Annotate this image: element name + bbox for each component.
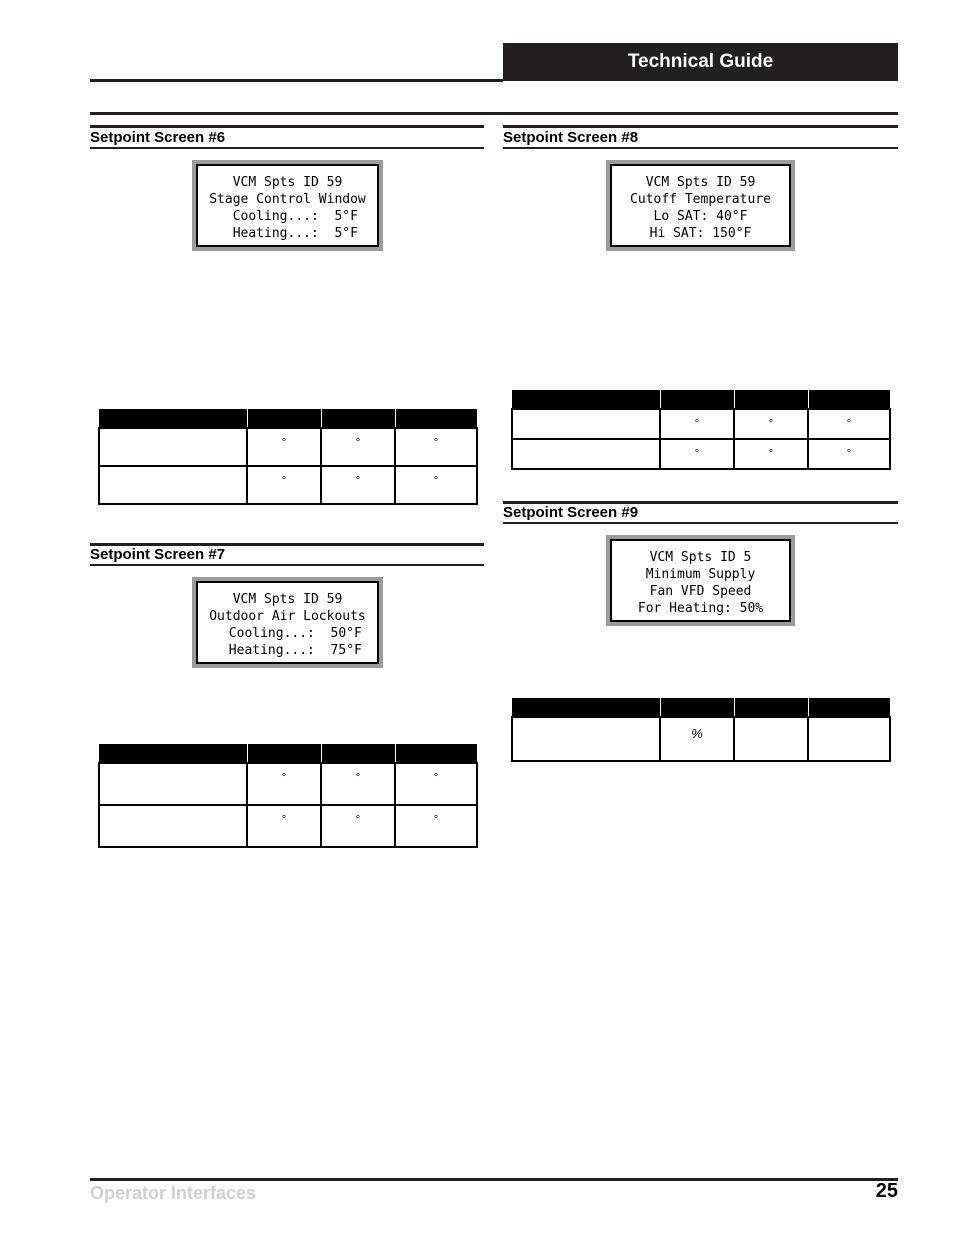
section-rule	[503, 125, 898, 128]
lcd-display-7	[192, 577, 383, 668]
table-cell	[512, 717, 660, 761]
section-rule	[90, 147, 484, 149]
lcd-line: Cooling...: 50°F	[213, 626, 362, 641]
lcd-line: Heating...: 5°F	[217, 226, 358, 241]
lcd-line: VCM Spts ID 59	[232, 175, 343, 190]
guide-title: Technical Guide	[503, 43, 898, 81]
table-row	[512, 717, 890, 761]
setpoint-table-7	[98, 744, 478, 848]
table-cell: °	[321, 466, 395, 504]
footer-rule	[90, 1178, 898, 1181]
lcd-screen	[610, 539, 791, 622]
top-rule	[90, 112, 898, 115]
table-cell: °	[808, 409, 890, 439]
table-cell: °	[247, 428, 321, 466]
lcd-line: Lo SAT: 40°F	[653, 209, 748, 224]
table-cell	[808, 717, 890, 761]
table-cell: %	[660, 717, 734, 761]
table-row	[99, 466, 477, 504]
lcd-display-9	[606, 535, 795, 626]
table-cell: °	[395, 805, 477, 847]
lcd-screen	[196, 164, 379, 247]
table-cell: °	[734, 409, 808, 439]
lcd-display-8	[606, 160, 795, 251]
table-cell: °	[660, 439, 734, 469]
table-cell	[99, 805, 247, 847]
table-cell: °	[247, 763, 321, 805]
section-rule	[503, 522, 898, 524]
table-cell: °	[395, 466, 477, 504]
lcd-screen	[196, 581, 379, 664]
header-rule	[90, 79, 503, 82]
table-cell: °	[247, 805, 321, 847]
lcd-line: Cooling...: 5°F	[217, 209, 358, 224]
section-rule	[503, 147, 898, 149]
table-cell	[99, 428, 247, 466]
page-number: 25	[875, 1180, 898, 1202]
section-title-6: Setpoint Screen #6	[90, 129, 226, 146]
table-header-row	[512, 390, 890, 409]
table-header-row	[99, 409, 477, 428]
lcd-line: For Heating: 50%	[637, 601, 764, 616]
lcd-line: VCM Spts ID 5	[649, 550, 752, 565]
footer-section-name: Operator Interfaces	[90, 1183, 257, 1203]
setpoint-table-6	[98, 409, 478, 505]
table-cell: °	[395, 763, 477, 805]
lcd-line: Minimum Supply	[645, 567, 756, 582]
lcd-screen	[610, 164, 791, 247]
lcd-line: Hi SAT: 150°F	[649, 226, 752, 241]
section-rule	[90, 125, 484, 128]
table-cell	[512, 409, 660, 439]
table-header-row	[99, 744, 477, 763]
table-cell	[734, 717, 808, 761]
lcd-display-6	[192, 160, 383, 251]
section-rule	[90, 564, 484, 566]
table-cell: °	[321, 428, 395, 466]
table-cell: °	[660, 409, 734, 439]
setpoint-table-9	[511, 698, 891, 762]
table-cell: °	[808, 439, 890, 469]
table-cell: °	[395, 428, 477, 466]
table-row	[512, 439, 890, 469]
lcd-line: Heating...: 75°F	[213, 643, 362, 658]
table-cell	[512, 439, 660, 469]
lcd-line: Cutoff Temperature	[630, 192, 771, 207]
table-cell: °	[734, 439, 808, 469]
table-cell: °	[247, 466, 321, 504]
table-cell	[99, 763, 247, 805]
lcd-line: Stage Control Window	[209, 192, 366, 207]
table-header-row	[512, 698, 890, 717]
table-row	[99, 805, 477, 847]
lcd-line: Fan VFD Speed	[649, 584, 752, 599]
section-title-9: Setpoint Screen #9	[503, 504, 639, 521]
setpoint-table-8	[511, 390, 891, 470]
table-cell	[99, 466, 247, 504]
lcd-line: VCM Spts ID 59	[232, 592, 343, 607]
table-row	[99, 428, 477, 466]
section-title-7: Setpoint Screen #7	[90, 546, 226, 563]
table-row	[512, 409, 890, 439]
lcd-line: VCM Spts ID 59	[645, 175, 756, 190]
section-title-8: Setpoint Screen #8	[503, 129, 639, 146]
lcd-line: Outdoor Air Lockouts	[209, 609, 366, 624]
table-cell: °	[321, 763, 395, 805]
table-row	[99, 763, 477, 805]
table-cell: °	[321, 805, 395, 847]
